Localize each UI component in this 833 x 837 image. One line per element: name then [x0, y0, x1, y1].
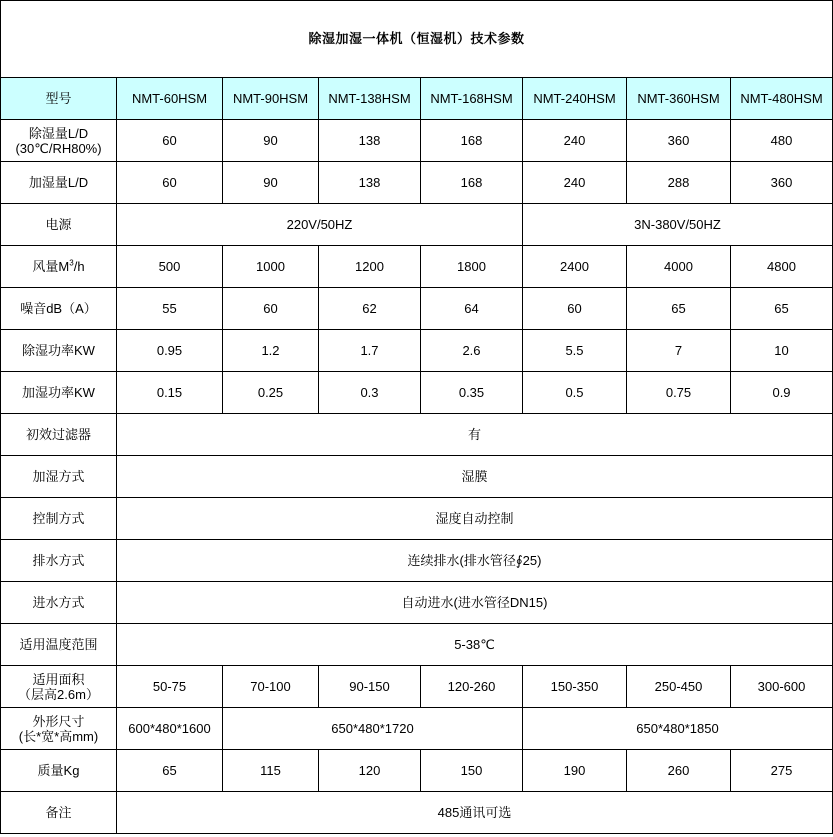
value-cell: 65: [627, 288, 731, 330]
value-cell: 650*480*1720: [223, 708, 523, 750]
row-label-line1: 适用面积: [32, 671, 85, 687]
value-cell: 4800: [731, 246, 833, 288]
value-cell: 300-600: [731, 666, 833, 708]
value-cell: 1800: [421, 246, 523, 288]
noise-row: [1, 288, 833, 330]
value-cell: 自动进水(进水管径DN15): [117, 582, 833, 624]
row-label-suffix: /h: [73, 259, 85, 274]
value-cell: 275: [731, 750, 833, 792]
value-cell: 485通讯可选: [117, 792, 833, 834]
row-label: 进水方式: [1, 582, 117, 624]
value-cell: 60: [223, 288, 319, 330]
row-label: 排水方式: [1, 540, 117, 582]
value-cell: 60: [117, 120, 223, 162]
temp-range-row: [1, 624, 833, 666]
value-cell: 64: [421, 288, 523, 330]
dehum-power-row: [1, 330, 833, 372]
row-label: 噪音dB（A）: [1, 288, 117, 330]
value-cell: 168: [421, 120, 523, 162]
value-cell: 220V/50HZ: [117, 204, 523, 246]
header-row: [1, 78, 833, 120]
value-cell: 0.75: [627, 372, 731, 414]
value-cell: 0.3: [319, 372, 421, 414]
value-cell: 4000: [627, 246, 731, 288]
value-cell: 5.5: [523, 330, 627, 372]
inlet-row: [1, 582, 833, 624]
value-cell: 62: [319, 288, 421, 330]
row-label: 电源: [1, 204, 117, 246]
row-label: 适用温度范围: [1, 624, 117, 666]
row-label: 备注: [1, 792, 117, 834]
row-label-line2: (30℃/RH80%): [15, 140, 102, 156]
value-cell: 0.95: [117, 330, 223, 372]
value-cell: 360: [731, 162, 833, 204]
value-cell: 50-75: [117, 666, 223, 708]
value-cell: 90: [223, 162, 319, 204]
drain-row: [1, 540, 833, 582]
row-label-line2: (长*宽*高mm): [18, 728, 99, 744]
value-cell: 湿度自动控制: [117, 498, 833, 540]
value-cell: 190: [523, 750, 627, 792]
control-row: [1, 498, 833, 540]
row-label-prefix: 风量M: [32, 259, 70, 274]
filter-row: [1, 414, 833, 456]
model-cell: NMT-480HSM: [731, 78, 833, 120]
value-cell: 650*480*1850: [523, 708, 833, 750]
value-cell: 2.6: [421, 330, 523, 372]
value-cell: 115: [223, 750, 319, 792]
row-label: 除湿功率KW: [1, 330, 117, 372]
value-cell: 1.2: [223, 330, 319, 372]
value-cell: 240: [523, 120, 627, 162]
value-cell: 7: [627, 330, 731, 372]
title-row: [1, 1, 833, 78]
value-cell: 70-100: [223, 666, 319, 708]
value-cell: 5-38℃: [117, 624, 833, 666]
value-cell: 0.15: [117, 372, 223, 414]
table-title: 除湿加湿一体机（恒湿机）技术参数: [1, 1, 833, 78]
value-cell: 0.25: [223, 372, 319, 414]
value-cell: 1.7: [319, 330, 421, 372]
value-cell: 500: [117, 246, 223, 288]
row-label: [1, 246, 117, 288]
value-cell: 10: [731, 330, 833, 372]
row-label: 加湿方式: [1, 456, 117, 498]
row-label-sup: 3: [69, 258, 74, 268]
value-cell: 150-350: [523, 666, 627, 708]
model-cell: NMT-168HSM: [421, 78, 523, 120]
dimensions-row: [1, 708, 833, 750]
airflow-row: [1, 246, 833, 288]
value-cell: 1200: [319, 246, 421, 288]
row-label: 加湿量L/D: [1, 162, 117, 204]
value-cell: 168: [421, 162, 523, 204]
value-cell: 65: [731, 288, 833, 330]
row-label: [1, 666, 117, 708]
power-supply-row: [1, 204, 833, 246]
value-cell: 138: [319, 162, 421, 204]
hum-method-row: [1, 456, 833, 498]
value-cell: 0.5: [523, 372, 627, 414]
value-cell: 60: [117, 162, 223, 204]
value-cell: 260: [627, 750, 731, 792]
value-cell: 288: [627, 162, 731, 204]
row-label: 加湿功率KW: [1, 372, 117, 414]
value-cell: 1000: [223, 246, 319, 288]
value-cell: 120-260: [421, 666, 523, 708]
value-cell: 600*480*1600: [117, 708, 223, 750]
weight-row: [1, 750, 833, 792]
value-cell: 60: [523, 288, 627, 330]
model-cell: NMT-240HSM: [523, 78, 627, 120]
value-cell: 90-150: [319, 666, 421, 708]
value-cell: 120: [319, 750, 421, 792]
value-cell: 2400: [523, 246, 627, 288]
value-cell: 3N-380V/50HZ: [523, 204, 833, 246]
model-cell: NMT-60HSM: [117, 78, 223, 120]
row-label: 质量Kg: [1, 750, 117, 792]
value-cell: 138: [319, 120, 421, 162]
row-label-line1: 外形尺寸: [32, 713, 85, 729]
row-label-line1: 除湿量L/D: [28, 125, 89, 141]
model-label: 型号: [1, 78, 117, 120]
value-cell: 连续排水(排水管径∮25): [117, 540, 833, 582]
value-cell: 90: [223, 120, 319, 162]
hum-capacity-row: [1, 162, 833, 204]
dehum-capacity-row: [1, 120, 833, 162]
model-cell: NMT-138HSM: [319, 78, 421, 120]
value-cell: 有: [117, 414, 833, 456]
value-cell: 湿膜: [117, 456, 833, 498]
value-cell: 240: [523, 162, 627, 204]
row-label: [1, 708, 117, 750]
remark-row: [1, 792, 833, 834]
row-label: [1, 120, 117, 162]
model-cell: NMT-90HSM: [223, 78, 319, 120]
value-cell: 150: [421, 750, 523, 792]
row-label: 控制方式: [1, 498, 117, 540]
area-row: [1, 666, 833, 708]
hum-power-row: [1, 372, 833, 414]
value-cell: 360: [627, 120, 731, 162]
value-cell: 0.9: [731, 372, 833, 414]
value-cell: 250-450: [627, 666, 731, 708]
model-cell: NMT-360HSM: [627, 78, 731, 120]
row-label-line2: （层高2.6m）: [18, 686, 99, 702]
value-cell: 55: [117, 288, 223, 330]
row-label: 初效过滤器: [1, 414, 117, 456]
value-cell: 65: [117, 750, 223, 792]
value-cell: 0.35: [421, 372, 523, 414]
value-cell: 480: [731, 120, 833, 162]
